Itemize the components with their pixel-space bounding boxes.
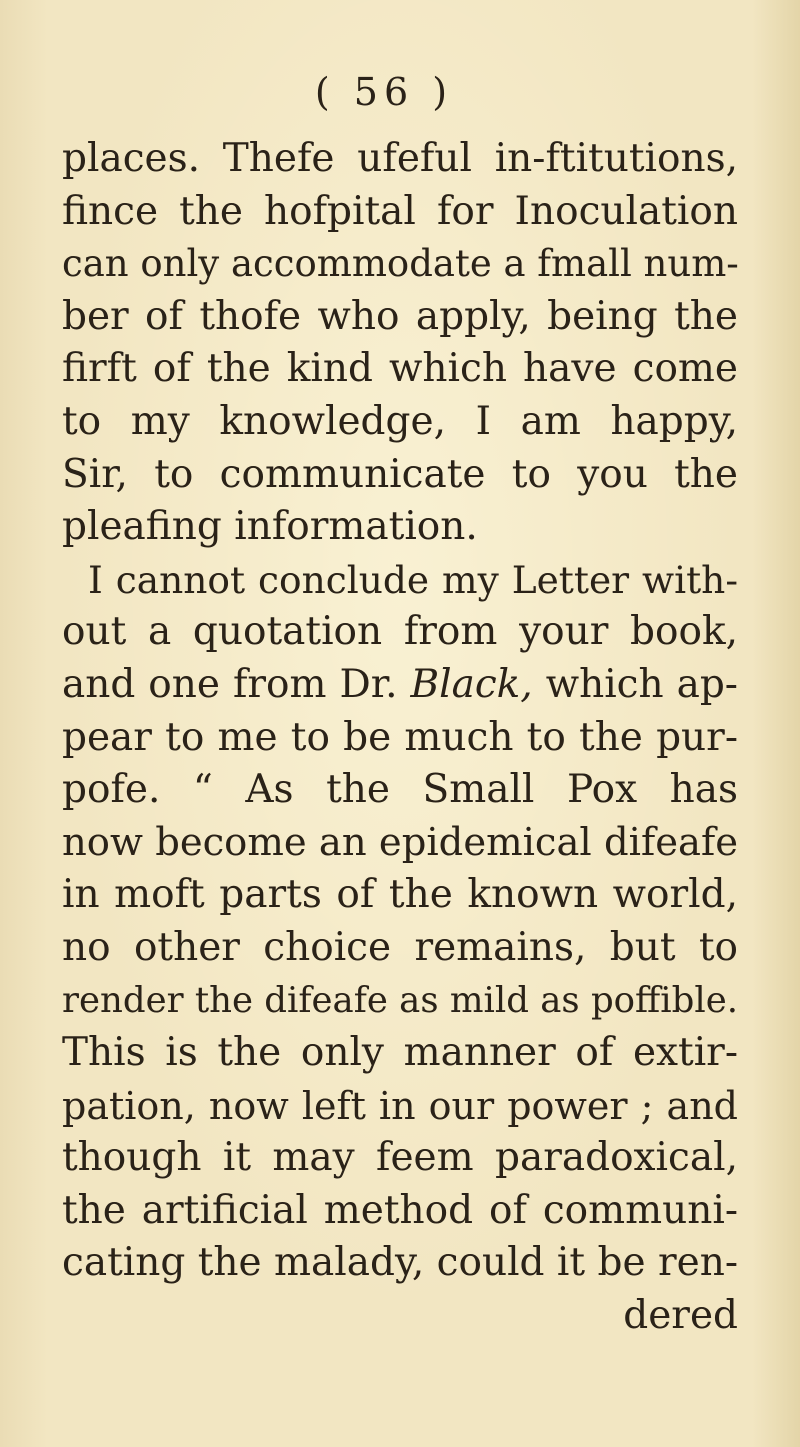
text-line: no other choice remains, but to: [62, 924, 738, 970]
text-line: ber of thofe who apply, being the: [62, 293, 738, 339]
text-line: though it may feem paradoxical,: [62, 1135, 738, 1181]
text-line: I cannot conclude my Letter with-: [88, 557, 738, 602]
body-text: [62, 133, 738, 1343]
text-line: to my knowledge, I am happy,: [62, 398, 738, 444]
text-line: pation, now left in our power ; and: [62, 1083, 738, 1128]
catchword: dered: [623, 1293, 738, 1339]
text-line: out a quotation from your book,: [62, 609, 738, 655]
text-line: pear to me to be much to the pur-: [62, 714, 738, 760]
text-line: places. Thefe ufeful in-ftitutions,: [62, 136, 738, 181]
text-line: the artificial method of communi-: [62, 1187, 738, 1233]
text-line: can only accommodate a fmall num-: [62, 242, 739, 286]
text-line: now become an epidemical difeafe: [62, 819, 738, 865]
text-line: This is the only manner of extir-: [62, 1030, 738, 1076]
text-line: Sir, to communicate to you the: [62, 451, 738, 497]
text-segment: and one from Dr.: [62, 661, 398, 707]
text-line: pofe. “ As the Small Pox has: [62, 767, 738, 813]
text-segment: which ap-: [545, 661, 738, 707]
text-line: firft of the kind which have come: [62, 346, 738, 392]
text-line: in moft parts of the known world,: [62, 872, 738, 918]
italic-name: Black,: [410, 661, 533, 707]
text-line: pleafing information.: [62, 504, 478, 550]
text-line-with-italic: [62, 659, 738, 712]
page-number: ( 56 ): [314, 70, 454, 114]
text-line: cating the malady, could it be ren-: [62, 1240, 738, 1286]
text-line: fince the hofpital for Inoculation: [62, 188, 738, 234]
text-line: render the difeafe as mild as poffible.: [62, 979, 738, 1021]
